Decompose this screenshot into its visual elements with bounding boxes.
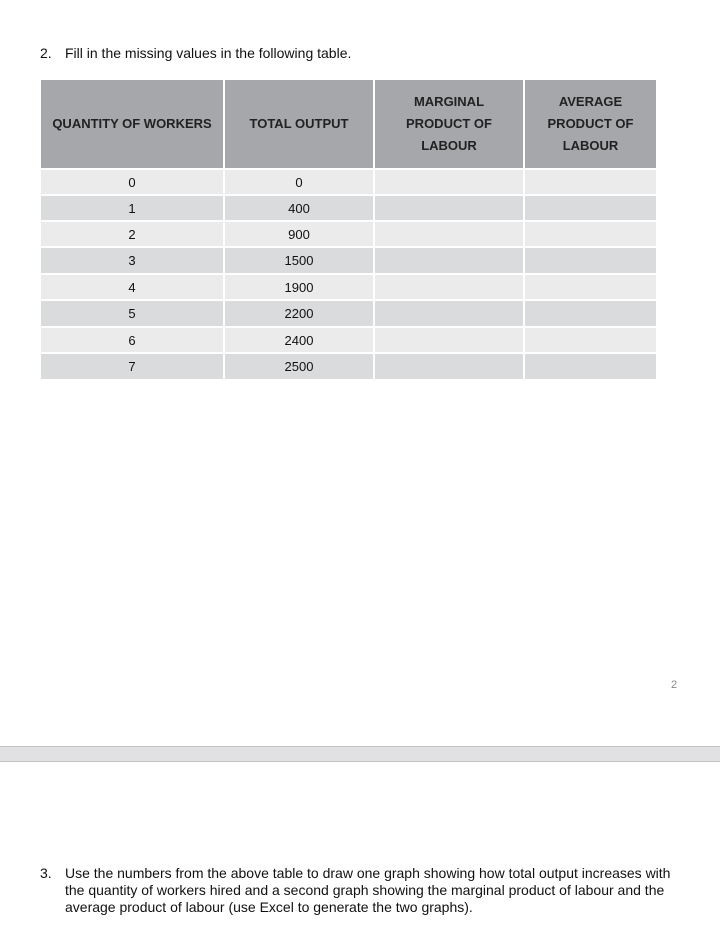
cell-marginal-product[interactable] <box>375 170 523 194</box>
cell-average-product[interactable] <box>525 248 656 273</box>
header-line: LABOUR <box>562 138 619 153</box>
cell-workers: 1 <box>41 196 223 220</box>
cell-total-output: 1500 <box>225 248 373 273</box>
header-total-output <box>225 80 373 168</box>
cell-marginal-product[interactable] <box>375 301 523 326</box>
question-text: Use the numbers from the above table to draw one graph showing how total output increases with the quantity of workers hired and a second graph showing the marginal product of labour and the average product of labour (use Excel to generate the two graphs). <box>65 865 671 915</box>
cell-average-product[interactable] <box>525 275 656 299</box>
header-line: AVERAGE <box>558 94 623 109</box>
cell-marginal-product[interactable] <box>375 328 523 352</box>
cell-average-product[interactable] <box>525 328 656 352</box>
cell-workers: 2 <box>41 222 223 246</box>
header-line: QUANTITY OF WORKERS <box>52 116 212 131</box>
question-number: 2. <box>40 45 52 61</box>
header-line: MARGINAL <box>413 94 485 109</box>
cell-total-output: 2500 <box>225 354 373 379</box>
page-number: 2 <box>671 679 678 691</box>
header-quantity-of-workers <box>41 80 223 168</box>
document-page-2 <box>0 762 720 944</box>
cell-workers: 0 <box>41 170 223 194</box>
table-row <box>41 222 656 246</box>
question-text: Fill in the missing values in the following table. <box>65 45 352 61</box>
question-number: 3. <box>40 865 52 881</box>
cell-average-product[interactable] <box>525 196 656 220</box>
header-line: PRODUCT OF <box>547 116 634 131</box>
cell-total-output: 1900 <box>225 275 373 299</box>
cell-workers: 5 <box>41 301 223 326</box>
cell-total-output: 2400 <box>225 328 373 352</box>
question-2 <box>40 45 351 61</box>
header-marginal-product <box>375 80 523 168</box>
table-row <box>41 328 656 352</box>
cell-total-output: 0 <box>225 170 373 194</box>
header-average-product <box>525 80 656 168</box>
question-3 <box>40 865 685 916</box>
header-line: LABOUR <box>421 138 477 153</box>
cell-average-product[interactable] <box>525 222 656 246</box>
cell-workers: 6 <box>41 328 223 352</box>
table-row <box>41 248 656 273</box>
table-row <box>41 170 656 194</box>
cell-total-output: 400 <box>225 196 373 220</box>
page-divider <box>0 746 720 762</box>
cell-workers: 7 <box>41 354 223 379</box>
table-row <box>41 301 656 326</box>
cell-average-product[interactable] <box>525 354 656 379</box>
cell-total-output: 900 <box>225 222 373 246</box>
cell-workers: 3 <box>41 248 223 273</box>
cell-marginal-product[interactable] <box>375 196 523 220</box>
cell-marginal-product[interactable] <box>375 248 523 273</box>
cell-average-product[interactable] <box>525 170 656 194</box>
cell-marginal-product[interactable] <box>375 275 523 299</box>
cell-marginal-product[interactable] <box>375 354 523 379</box>
cell-workers: 4 <box>41 275 223 299</box>
table-row <box>41 196 656 220</box>
cell-total-output: 2200 <box>225 301 373 326</box>
table-row <box>41 275 656 299</box>
table-header-row <box>41 80 656 168</box>
cell-marginal-product[interactable] <box>375 222 523 246</box>
production-table <box>39 78 658 381</box>
header-line: TOTAL OUTPUT <box>249 116 349 131</box>
table-row <box>41 354 656 379</box>
header-line: PRODUCT OF <box>406 116 492 131</box>
cell-average-product[interactable] <box>525 301 656 326</box>
